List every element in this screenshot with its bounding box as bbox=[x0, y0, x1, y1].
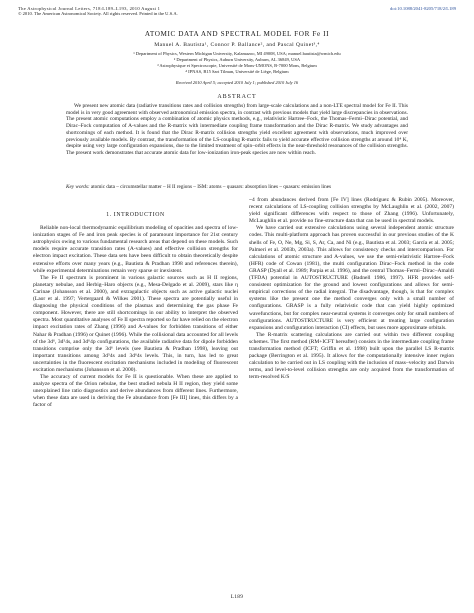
journal-citation bbox=[18, 6, 278, 16]
affiliation-2: ² Department of Physics, Auburn University, Auburn, AL 36849, USA bbox=[173, 57, 301, 62]
paper-title: ATOMIC DATA AND SPECTRAL MODEL FOR Fe II bbox=[144, 30, 330, 38]
keywords bbox=[66, 184, 408, 191]
affiliations bbox=[0, 51, 474, 75]
right-column bbox=[249, 197, 454, 381]
paragraph: The accuracy of current models for Fe II is questionable. When these are applied to analyze spectra of the Orion nebulae, the best studied nebula H II region, they yield some unexplained line ratio diagnostics and derive abundances from different lines. Furthermore, when these data are used in deriving the Fe abundance from [Fe III] lines, this differs by a factor of bbox=[33, 374, 238, 409]
affiliation-4: ⁴ IPNAS, B15 Sart Tilman, Université de Liège, Belgium bbox=[185, 69, 289, 74]
received-dates: Received 2010 April 5; accepted 2010 July 1; published 2010 July 16 bbox=[175, 80, 299, 85]
keywords-list: atomic data – circumstellar matter – H II regions – ISM: atoms – quasars: absorption lines – quasars: emission lines bbox=[90, 184, 332, 190]
affiliation-1: ¹ Department of Physics, Western Michigan University, Kalamazoo, MI 49008, USA; manuel.bautista@wmich.edu bbox=[133, 51, 341, 56]
abstract-heading: ABSTRACT bbox=[217, 94, 257, 100]
doi-link[interactable]: doi:10.1088/2041-8205/718/2/L189 bbox=[390, 6, 456, 11]
copyright-line: © 2010. The American Astronomical Society. All rights reserved. Printed in the U.S.A. bbox=[18, 11, 178, 16]
left-column bbox=[33, 208, 238, 410]
paragraph: ~4 from abundances derived from [Fe IV] lines (Rodríguez & Rubin 2005). Moreover, recent calculations of LS-coupling collision strengths by McLaughlin et al. (2002, 2007) yield significant differences with respect to those of Zhang (1996). Unfortunately, McLaughlin et al. provide no fine-structure data that can be used in spectral models. bbox=[249, 197, 454, 225]
paragraph: We have carried out extensive calculations using several independent atomic structure codes. This multi-platform approach has proven successful in our previous studies of the K shells of Fe, O, Ne, Mg, Si, S, Ar, Ca, and Ni (e.g., Bautista et al. 2003; García et al. 2005; Palmeri et al. 2003b, 2003a). This allows for consistency checks and intercomparison. For calculations of atomic structure and A-values, we use the semi-relativistic Hartree–Fock (HFR) code of Cowan (1981), the multi configuration Dirac–Fock method in the code GRASP (Dyall et al. 1989; Parpia et al. 1996), and the central Thomas–Fermi–Dirac–Amaldi (TFDA) potential in AUTOSTRUCTURE (Badnell 1986, 1997). HFR provides self-consistent optimization for the ground and lowest configurations and allows for semi-empirical corrections of the radial integral. The disadvantage, though, is that for complex systems like the present one the method converges only with a small number of configurations. GRASP is a fully relativistic code that can yield highly optimized wavefunctions, but for complex near-neutral systems it converges only for small numbers of configurations. AUTOSTRUCTURE is very efficient at treating large configuration expansions and configuration interaction (CI) effects, but uses more approximate orbitals. bbox=[249, 225, 454, 331]
abstract-text: We present new atomic data (radiative transitions rates and collision strengths) from large-scale calculations and a non-LTE spectral model for Fe II. This model is in very good agreement with observed astronomical emission spectra, in contrast with previous models that yield large discrepancies in observations. The present atomic computations employ a combination of atomic physics methods, e.g., relativistic Hartree–Fock, the Thomas–Fermi–Dirac potential, and Dirac–Fock computation of A-values and the R-matrix with intermediate coupling frame transformation and the Dirac R-matrix. We study advantages and shortcomings of each method. It is found that the Dirac R-matrix collision strengths yield excellent agreement with observations, much improved over previously available models. By contrast, the transformation of the LS-coupling R-matrix fails to yield accurate effective collision strengths at around 10⁴ K, despite using very large configuration expansions, due to the limited treatment of spin–orbit effects in the near-threshold resonances of the collision strengths. The present work demonstrates that accurate atomic data for low-ionization iron-peak species are now within reach. bbox=[66, 103, 408, 156]
journal-line: The Astrophysical Journal Letters, 718:L189–L193, 2010 August 1 bbox=[18, 6, 161, 11]
paragraph: Reliable non-local thermodynamic equilibrium modeling of opacities and spectra of low-ionization stages of Fe and iron peak species is of paramount importance for 21st century astrophysics owing to various fundamental research areas that depend on these models. Such models require accurate transition rates (A-values) and effective collision strengths for electron impact excitation. These data sets have been difficult to obtain theoretically despite extensive efforts over many years (e.g., Bautista & Pradhan 1998 and references therein), while experimental determinations remain very sparse or inexistent. bbox=[33, 225, 238, 274]
section-heading-introduction: 1. INTRODUCTION bbox=[106, 212, 165, 218]
paragraph: The R-matrix scattering calculations are carried out within two different coupling schemes. The first method (RM+ICFT hereafter) consists in the intermediate coupling frame transformation method (ICFT; Griffin et al. 1998) built upon the parallel LS R-matrix package (Berrington et al. 1995). It allows for the computationally intensive inner region calculation to be carried out in LS coupling with the inclusion of mass–velocity and Darwin terms, and level-to-level collision strengths are only acquired from the transformation of term-resolved K/S bbox=[249, 331, 454, 381]
paragraph: The Fe II spectrum is prominent in various galactic sources such as H II regions, planetary nebulae, and Herbig–Haro objects (e.g., Mesa-Delgado et al. 2009), stars like η Carinae (Johansson et al. 2000), and extragalactic objects such as active galactic nuclei (Laor et al. 1997; Vertergaard & Wilkes 2001). These spectra are potentially useful in diagnosing the physical conditions of the plasmas and determining the gas phase Fe component. However, there are still shortcomings in our ability to interpret the observed spectra. Most quantitative analyses of Fe II spectra reported so far have relied on the electron impact excitation rates of Zhang (1996) and A-values for forbidden transitions of either Nahar & Pradhan (1996) or Quinet (1996). While the collisional data accounted for all levels of the 3d⁶, 3d⁵4s, and 3d⁶4p configurations, the available radiative data for dipole forbidden transitions comprise only the 3d⁶ levels (see Bautista & Pradhan 1998), leaving out important transitions among 3d⁵4s and 3d⁶4s levels. This, in turn, has led to great uncertainties in the fluorescent excitation mechanisms included in modeling of fluorescent excitation mechanisms (Johansson et al. 2000). bbox=[33, 274, 238, 373]
keywords-label: Key words: bbox=[66, 184, 90, 190]
page-number: L189 bbox=[230, 594, 244, 600]
author-list: Manuel A. Bautista¹, Connor P. Ballance², and Pascal Quinet³,⁴ bbox=[154, 42, 320, 48]
running-header bbox=[18, 6, 456, 16]
affiliation-3: ³ Astrophysique et Spectroscopie, Université de Mons-UMONS, B-7000 Mons, Belgium bbox=[157, 63, 317, 68]
